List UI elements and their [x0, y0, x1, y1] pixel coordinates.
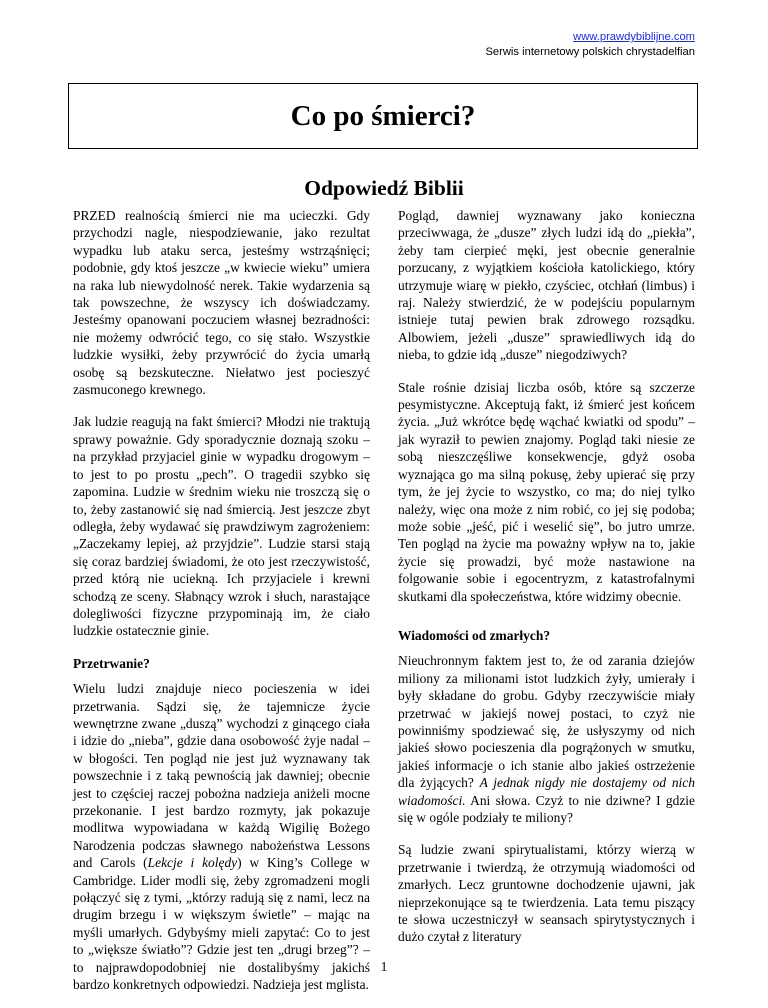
paragraph — [398, 652, 695, 826]
site-description: Serwis internetowy polskich chrystadelfian — [485, 46, 695, 58]
paragraph: Są ludzie zwani spirytualistami, którzy wierzą w przetrwanie i twierdzą, że otrzymują wiadomości od zmarłych. Lecz gruntowne dochodzenie ujawni, jak nieprzekonujące są te twierdzenia. Lata temu piszący te słowa uczestniczył w seansach spirytystycznych i dużo czytał z literatury — [398, 842, 695, 945]
site-header — [485, 30, 695, 60]
paragraph-text: Nieuchronnym faktem jest to, że od zarania dziejów miliony za milionami istot ludzkich żyły, umierały i były składane do grobu. Gdyby rzeczywiście miały przetrwać w jakiejś nowej postaci, to czyż nie powinniśmy spodziewać się, że usłyszymy od nich jakieś słowo pocieszenia dla pogrążonych w smutku, jakieś informacje o ich stanie albo jakieś ostrzeżenie dla żyjących? — [398, 653, 695, 791]
right-column — [398, 207, 695, 961]
paragraph-text: ) w King’s College w Cambridge. Lider modli się, żeby zgromadzeni mogli połączyć się z tymi, „którzy radują się z nami, lecz na drugim brzegu i w większym świetle” – mając na myśli umarłych. Gdybyśmy mieli zapytać: Co to jest to „większe światło”? Gdzie jest ten „drugi brzeg”? – to najprawdopodobniej nie dostalibyśmy jakichś bardzo konkretnych odpowiedzi. Nadzieja jest mglista. — [73, 855, 370, 993]
section-heading: Wiadomości od zmarłych? — [398, 627, 551, 643]
paragraph: PRZED realnością śmierci nie ma ucieczki. Gdy przychodzi nagle, niespodziewanie, jako rezultat wypadku lub ataku serca, jesteśmy wstrząśnięci; podobnie, gdy ktoś jeszcze „w kwiecie wieku” umiera na raka lub niewydolność nerek. Takie wydarzenia są tak powszechne, że wszyscy ich doświadczamy. Jesteśmy opanowani poczuciem własnej bezradności: nie możemy odwrócić tego, co się stało. Wszystkie ludzkie wysiłki, żeby przywrócić do życia umarłą osobę są bezskuteczne. Niełatwo jest pocieszyć zasmuconego krewnego. — [73, 208, 370, 398]
paragraph — [73, 680, 370, 993]
site-url-link[interactable]: www.prawdybiblijne.com — [573, 31, 695, 43]
page-number: 1 — [380, 959, 388, 974]
left-column — [73, 207, 370, 1008]
paragraph-text: Wielu ludzi znajduje nieco pocieszenia w idei przetrwania. Sądzi się, że tajemnicze życie wewnętrzne zwane „duszą” wychodzi z ginącego ciała i idzie do „nieba”, gdzie dana osobowość żyje nadal – w błogości. Ten pogląd nie jest już wyznawany tak powszechnie i z taką pewnością jak dawniej; obecnie jest to częściej raczej pobożna nadzieja aniżeli mocne przekonanie. I jest bardzo rozmyty, jak pokazuje modlitwa wypowiadana w każdą Wigilię Bożego Narodzenia podczas sławnego nabożeństwa Lessons and Carols ( — [73, 681, 370, 871]
document-subtitle: Odpowiedź Biblii — [304, 176, 464, 200]
italic-text: A jednak nigdy nie dostajemy od nich wiadomości. — [398, 775, 695, 808]
section-heading: Przetrwanie? — [73, 655, 150, 671]
document-title: Co po śmierci? — [290, 99, 476, 132]
paragraph: Stale rośnie dzisiaj liczba osób, które są szczerze pesymistyczne. Akceptują fakt, iż śmierć jest końcem życia. „Już wkrótce będę wąchać kwiatki od spodu” – jak wyraził to pewien znajomy. Pogląd taki niesie ze sobą nieszczęśliwe konsekwencje, gdyż osoba wyznająca go ma silną pokusę, żeby upierać się przy tym, że jej życie to wszystko, co ma; do niej tylko należy, więc ona może z nim robić, co jej się podoba; może sobie „jeść, pić i weselić się”, bo jutro umrze. Ten pogląd na życie ma poważny wpływ na to, jakie życie się prowadzi, być może nastawione na folgowanie sobie i egocentryzm, z katastrofalnymi skutkami dla społeczeństwa, które widzimy obecnie. — [398, 379, 695, 604]
title-box — [68, 83, 698, 149]
paragraph-text: Ani słowa. Czyż to nie dziwne? I gdzie się w ogóle podziały te miliony? — [398, 792, 695, 825]
paragraph: Jak ludzie reagują na fakt śmierci? Młodzi nie traktują sprawy poważnie. Gdy sporadycznie doznają szoku – na przykład przyjaciel ginie w wypadku drogowym – to jest to po prostu „pech”. O tragedii szybko się zapomina. Ludzie w średnim wieku nie troszczą się o to, żeby zastanowić się nad śmiercią. Jest jeszcze zbyt odległa, żeby wydawać się prawdziwym zagrożeniem: „Zaczekamy lepiej, aż przyjdzie”. Ludzie starsi stają się coraz bardziej świadomi, że oto jest rzeczywistość, przed którą nie uciekną. Ich przyjaciele i krewni schodzą ze sceny. Słabnący wzrok i słuch, narastające dolegliwości fizyczne przypominają im, że ciało ludzkie ostatecznie ginie. — [73, 414, 370, 639]
paragraph: Pogląd, dawniej wyznawany jako konieczna przeciwwaga, że „dusze” złych ludzi idą do „piekła”, żeby tam cierpieć męki, jest obecnie generalnie porzucany, z wyjątkiem kościoła katolickiego, który utrzymuje wiarę w piekło, czyściec, otchłań (limbus) i raj. Należy stwierdzić, że w podejściu popularnym istnieje tutaj pewien brak zdrowego rozsądku. Albowiem, jeżeli „dusze” sprawiedliwych idą do nieba, to gdzie idą „dusze” niegodziwych? — [398, 208, 695, 363]
italic-text: Lekcje i kolędy — [147, 855, 238, 871]
